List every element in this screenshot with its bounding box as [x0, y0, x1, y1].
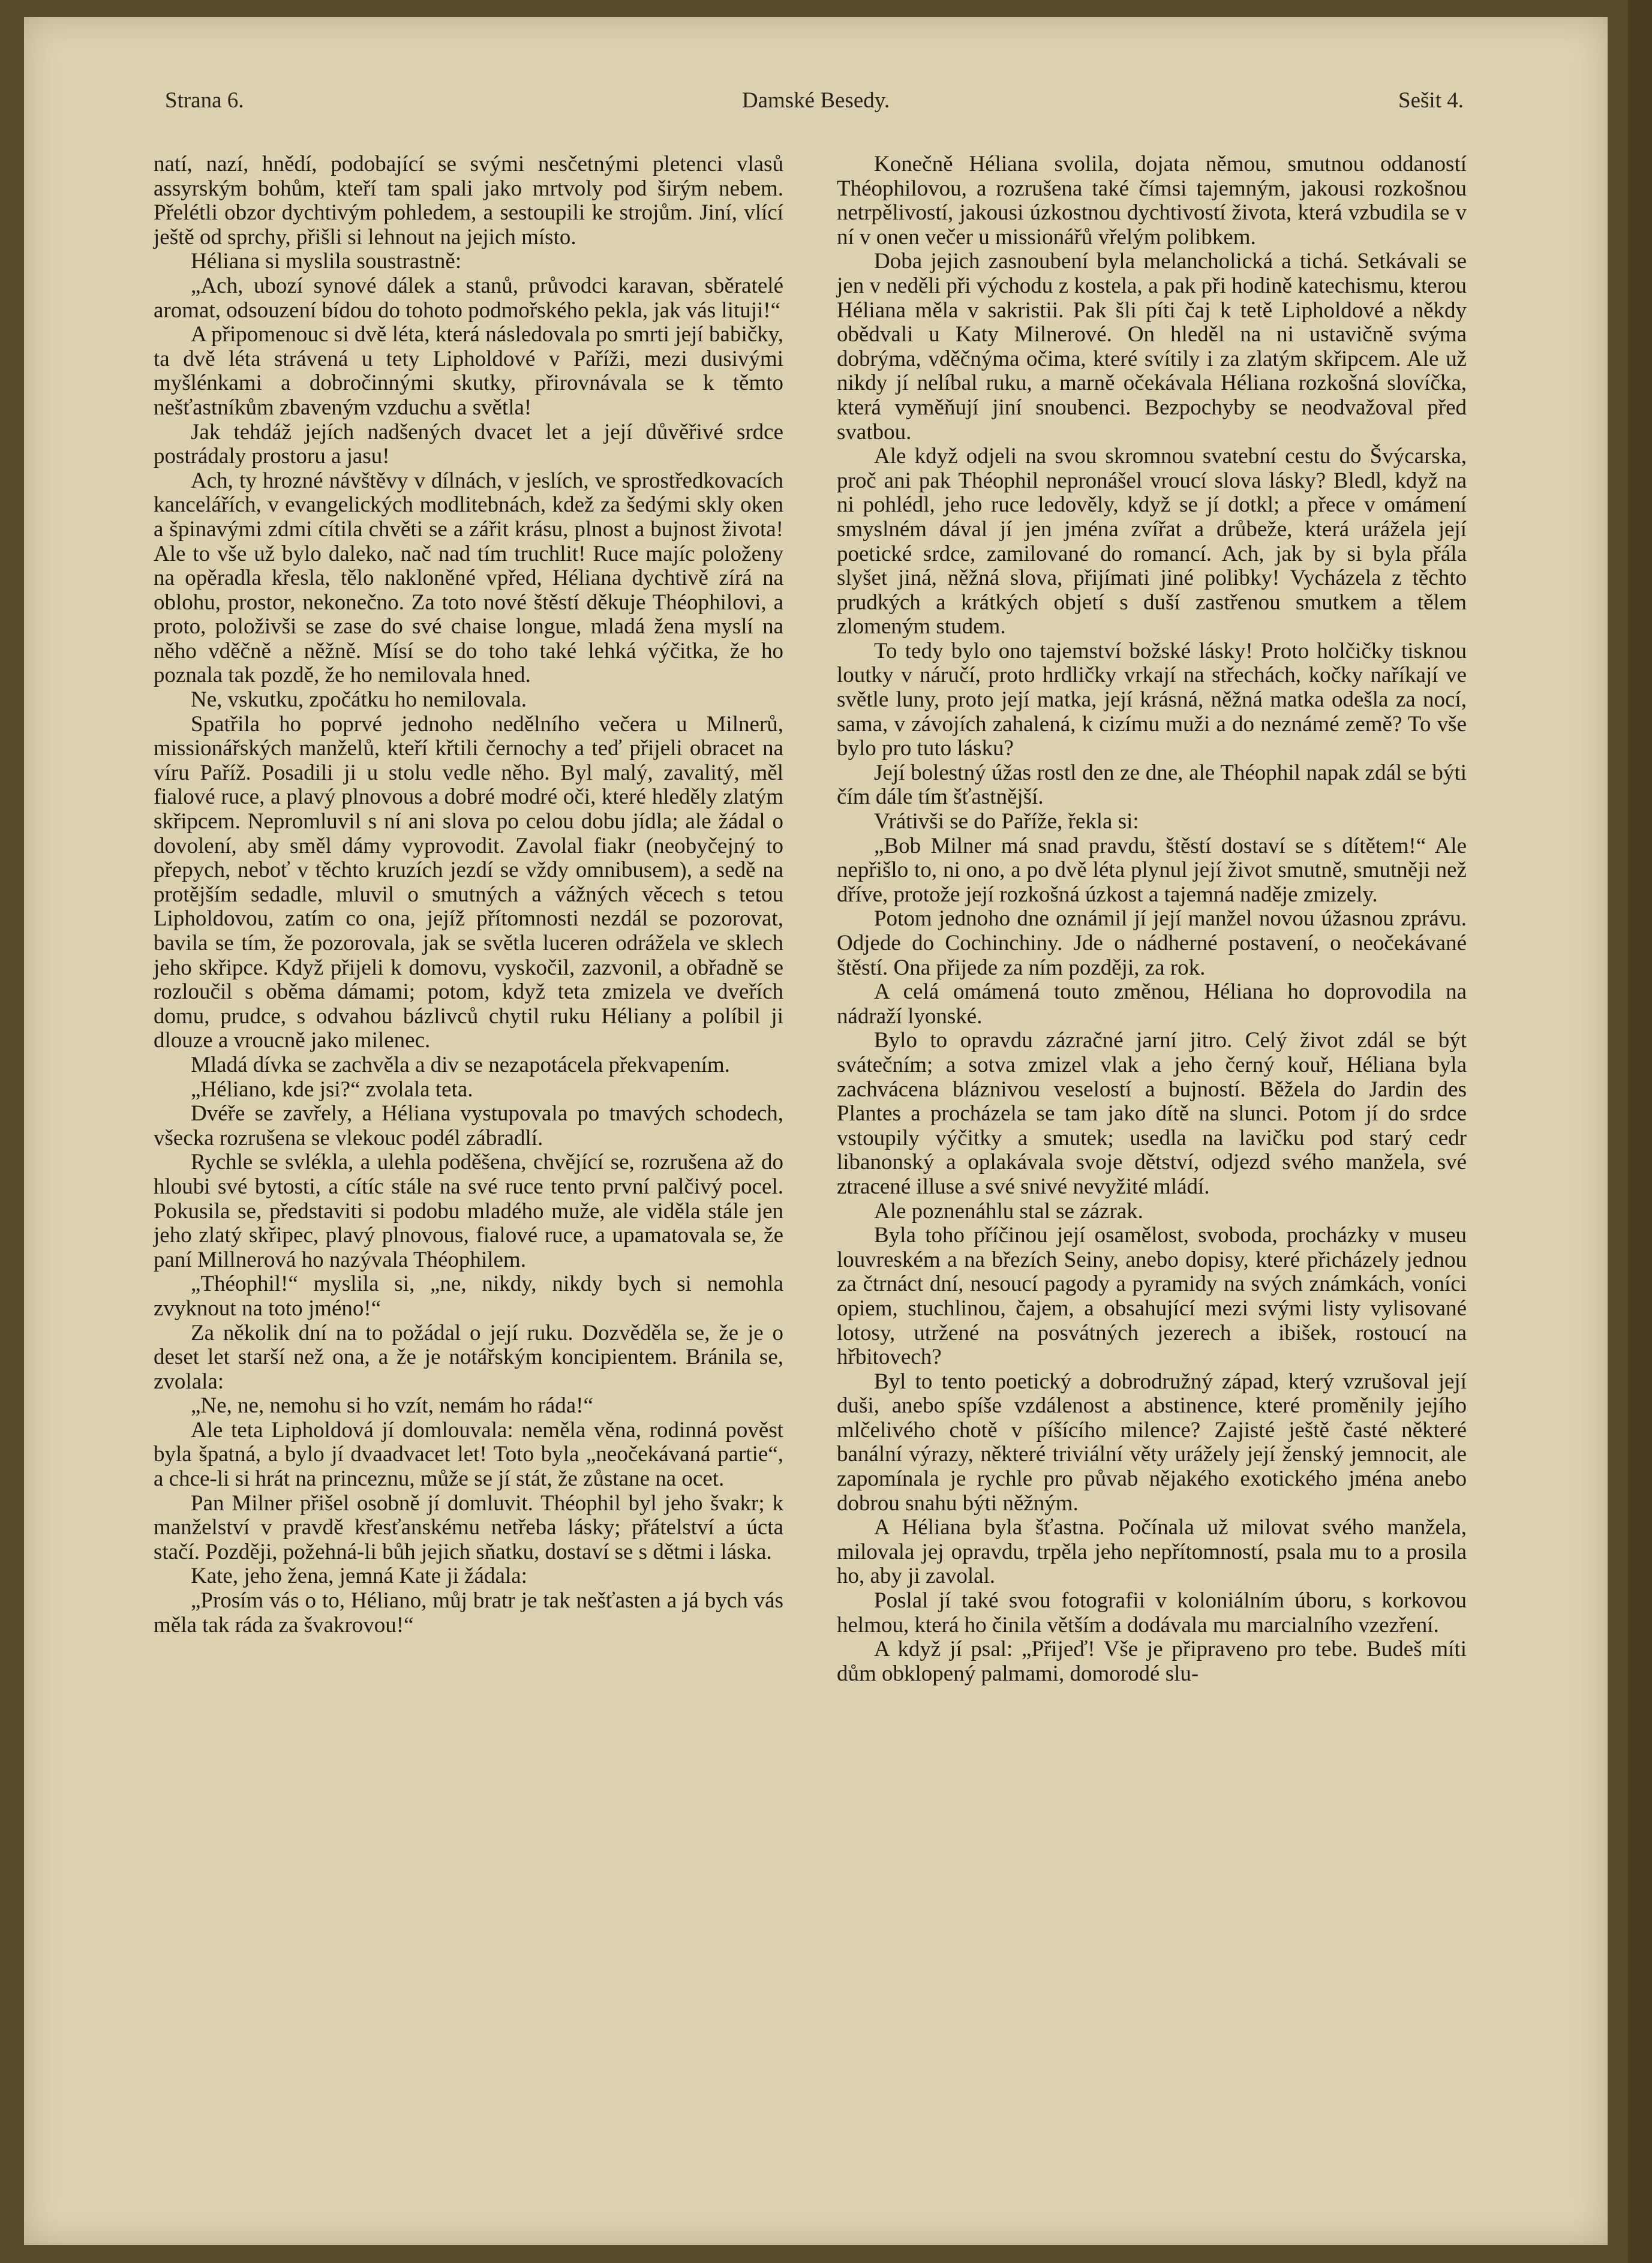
- paragraph: Rychle se svlékla, a ulehla poděšena, chvějící se, rozrušena až do hloubi své bytosti, a cítíc stále na své ruce tento první palčivý pocel. Pokusila se, představiti si podobu mladého muže, ale viděla stále jen jeho zlatý skřipec, plavý plnovous, fialové ruce, a upamatovala se, že paní Millnerová ho nazývala Théophilem.: [154, 1150, 783, 1272]
- paragraph: Byl to tento poetický a dobrodružný západ, který vzrušoval její duši, anebo spíše vzdálenost a abstinence, které proměnily jejího mlčelivého chotě v píšícího milence? Zajisté ještě časté některé banální výrazy, některé triviální věty urážely její ženský jemnocit, ale zapomínala je rychle pro půvab nějakého exotického jména anebo dobrou snahu býti něžným.: [837, 1369, 1467, 1516]
- paragraph: A Héliana byla šťastna. Počínala už milovat svého manžela, milovala jej opravdu, trpěla jeho nepřítomností, psala mu to a prosila ho, aby ji zavolal.: [837, 1515, 1467, 1589]
- paragraph: Ne, vskutku, zpočátku ho nemilovala.: [191, 687, 527, 713]
- paragraph: Pan Milner přišel osobně jí domluvit. Théophil byl jeho švakr; k manželství v pravdě křesťanskému netřeba lásky; přátelství a úcta stačí. Později, požehná-li bůh jejich sňatku, dostaví se s dětmi i láska.: [154, 1490, 783, 1564]
- paragraph: Mladá dívka se zachvěla a div se nezapotácela překvapením.: [191, 1052, 730, 1077]
- binding-edge: [1628, 0, 1652, 2263]
- paragraph: Ale když odjeli na svou skromnou svatební cestu do Švýcarska, proč ani pak Théophil nepronášel vroucí slova lásky? Bledl, když na ni pohlédl, jeho ruce ledověly, když se jí dotkl; a přece v omámení smyslném dával jí jen jména zvířat a drůbeže, která urážela její poetické srdce, zamilované do romancí. Ach, jak by si byla přála slyšet jiná, něžná slova, přijímati jiné polibky! Vycházela z těchto prudkých a krátkých objetí s duší zastřenou smutkem a tělem zlomeným studem.: [837, 444, 1467, 639]
- paragraph: Ach, ty hrozné návštěvy v dílnách, v jeslích, ve sprostředkovacích kancelářích, v evangelických modlitebnách, kdež za šedými skly oken a špinavými zdmi cítila chvěti se a zářit krásu, plnost a bujnost života! Ale to vše už bylo daleko, nač nad tím truchlit! Ruce majíc položeny na opěradla křesla, tělo nakloněné vpřed, Héliana dychtivě zírá na oblohu, prostor, nekonečno. Za toto nové štěstí děkuje Théophilovi, a proto, položivši se zase do své chaise longue, mladá žena myslí na něho vděčně a něžně. Mísí se do toho také lehká výčitka, že ho poznala tak pozdě, že ho nemilovala hned.: [154, 468, 783, 688]
- paragraph: To tedy bylo ono tajemství božské lásky! Proto holčičky tisknou loutky v náručí, proto hrdličky vrkají na střechách, kočky naříkají ve světle luny, proto její matka, její krásná, něžná matka odešla za nocí, sama, v závojích zahalená, k cizímu muži a do neznámé země? To vše bylo pro tuto lásku?: [837, 638, 1467, 761]
- page-number: Strana 6.: [165, 88, 244, 113]
- paragraph: Za několik dní na to požádal o její ruku. Dozvěděla se, že je o deset let starší než ona, a že je notářským koncipientem. Bránila se, zvolala:: [154, 1320, 783, 1394]
- paragraph: Spatřila ho poprvé jednoho nedělního večera u Milnerů, missionářských manželů, kteří křtili černochy a teď přijeli obracet na víru Paříž. Posadili ji u stolu vedle něho. Byl malý, zavalitý, měl fialové ruce, a plavý plnovous a dobré modré oči, které hleděly zlatým skřipcem. Nepromluvil s ní ani slova po celou dobu jídla; ale žádal o dovolení, aby směl dámy vyprovodit. Zavolal fiakr (neobyčejný to přepych, neboť v těchto kruzích jezdí se vždy omnibusem), a sedě na protějším sedadle, mluvil o smutných a vážných věcech s tetou Lipholdovou, zatím co ona, jejíž přítomnosti nezdál se pozorovat, bavila se tím, že pozorovala, jak se světla luceren odrážela ve sklech jeho skřipce. Když přijeli k domovu, vyskočil, zazvonil, a obřadně se rozloučil s oběma dámami; potom, když teta zmizela ve dveřích domu, prudce, s odvahou bázlivců chytil ruku Héliany a políbil ji dlouze a vroucně jako milenec.: [154, 711, 783, 1053]
- paragraph: A celá omámená touto změnou, Héliana ho doprovodila na nádraží lyonské.: [837, 979, 1467, 1029]
- paragraph: Konečně Héliana svolila, dojata němou, smutnou oddaností Théophilovou, a rozrušena také čímsi tajemným, jakousi rozkošnou netrpělivostí, jakousi úzkostnou dychtivostí života, která vzbudila se v ní v onen večer u missionářů vřelým polibkem.: [837, 152, 1467, 250]
- paragraph: Bylo to opravdu zázračné jarní jitro. Celý život zdál se být svátečním; a sotva zmizel vlak a jeho černý kouř, Héliana byla zachvácena bláznivou veselostí a bujností. Běžela do Jardin des Plantes a procházela se tam jako dítě na slunci. Potom jí do srdce vstoupily výčitky a smutek; usedla na lavičku pod starý cedr libanonský a oplakávala svoje dětství, odjezd svého manžela, své ztracené illuse a své snivé nevyžité mládí.: [837, 1028, 1467, 1199]
- paragraph: Doba jejich zasnoubení byla melancholická a tichá. Setkávali se jen v neděli při východu z kostela, a pak při hodině katechismu, kterou Héliana měla v sakristii. Pak šli píti čaj k tetě Lipholdové a někdy obědvali u Katy Milnerové. On hleděl na ni ustavičně svýma dobrýma, vděčnýma očima, které svítily i za zlatým skřipcem. Ale už nikdy jí nelíbal ruku, a marně očekávala Héliana rozkošná slovíčka, která vyměňují jiní snoubenci. Bezpochyby se neodvažoval před svatbou.: [837, 249, 1467, 444]
- paragraph: „Héliano, kde jsi?“ zvolala teta.: [191, 1077, 473, 1102]
- paragraph: A když jí psal: „Přijeď! Vše je připraveno pro tebe. Budeš míti dům obklopený palmami, domorodé slu-: [837, 1637, 1467, 1686]
- paragraph: „Ne, ne, nemohu si ho vzít, nemám ho ráda!“: [191, 1393, 593, 1418]
- paragraph: „Ach, ubozí synové dálek a stanů, průvodci karavan, sběratelé aromat, odsouzení bídou do tohoto podmořského pekla, jak vás lituji!“: [154, 273, 783, 323]
- paragraph: Kate, jeho žena, jemná Kate ji žádala:: [191, 1564, 527, 1589]
- left-column: [154, 152, 783, 1637]
- page-header: [24, 88, 1608, 130]
- paragraph: Héliana si myslila soustrastně:: [191, 249, 462, 274]
- paragraph: Byla toho příčinou její osamělost, svoboda, procházky v museu louvreském a na březích Seiny, anebo dopisy, které přicházely jednou za čtrnáct dní, nesoucí pagody a pyramidy na svých známkách, voníci opiem, stuchlinou, čajem, a obsahující mezi svými listy vylisované lotosy, utržené na posvátných jezerech a ibišek, rostoucí na hřbitovech?: [837, 1223, 1467, 1370]
- paragraph: „Théophil!“ myslila si, „ne, nikdy, nikdy bych si nemohla zvyknout na toto jméno!“: [154, 1272, 783, 1321]
- paragraph: Potom jednoho dne oznámil jí její manžel novou úžasnou zprávu. Odjede do Cochinchiny. Jde o nádherné postavení, o neočekávané štěstí. Ona přijede za ním později, za rok.: [837, 906, 1467, 980]
- magazine-title: Damské Besedy.: [741, 88, 890, 113]
- paragraph: Dvéře se zavřely, a Héliana vystupovala po tmavých schodech, všecka rozrušena se vlekouc podél zábradlí.: [154, 1101, 783, 1150]
- paragraph: Její bolestný úžas rostl den ze dne, ale Théophil napak zdál se býti čím dále tím šťastnější.: [837, 760, 1467, 810]
- paragraph: „Bob Milner má snad pravdu, štěstí dostaví se s dítětem!“ Ale nepřišlo to, ni ono, a po dvě léta plynul její život smutně, smutněji než dříve, protože její rozkošná úzkost a tajemná naděje zmizely.: [837, 833, 1467, 907]
- issue-number: Sešit 4.: [1398, 88, 1464, 113]
- paragraph: Ale poznenáhlu stal se zázrak.: [874, 1198, 1143, 1224]
- paragraph: Poslal jí také svou fotografii v koloniálním úboru, s korkovou helmou, která ho činila větším a dodávala mu marcialního vzezření.: [837, 1588, 1467, 1637]
- right-column: [837, 152, 1467, 1686]
- paragraph: natí, nazí, hnědí, podobající se svými nesčetnými pletenci vlasů assyrským bohům, kteří tam spali jako mrtvoly pod širým nebem. Přelétli obzor dychtivým pohledem, a sestoupili ke strojům. Jiní, vlící ještě od sprchy, přišli si lehnout na jejich místo.: [154, 152, 783, 250]
- paragraph: Vrátivši se do Paříže, řekla si:: [874, 809, 1139, 834]
- paragraph: Ale teta Lipholdová jí domlouvala: neměla věna, rodinná pověst byla špatná, a bylo jí dvaadvacet let! Toto byla „neočekávaná partie“, a chce-li si hrát na princeznu, může se jí stát, že zůstane na ocet.: [154, 1417, 783, 1492]
- paragraph: Jak tehdáž jejích nadšených dvacet let a její důvěřivé srdce postrádaly prostoru a jasu!: [154, 419, 783, 469]
- paragraph: „Prosím vás o to, Héliano, můj bratr je tak nešťasten a já bych vás měla tak ráda za švakrovou!“: [154, 1588, 783, 1637]
- paragraph: A připomenouc si dvě léta, která následovala po smrti její babičky, ta dvě léta strávená u tety Lipholdové v Paříži, mezi dusivými myšlénkami a dobročinnými skutky, přirovnávala se k těmto nešťastníkům zbaveným vzduchu a světla!: [154, 322, 783, 420]
- magazine-page: [24, 17, 1608, 2245]
